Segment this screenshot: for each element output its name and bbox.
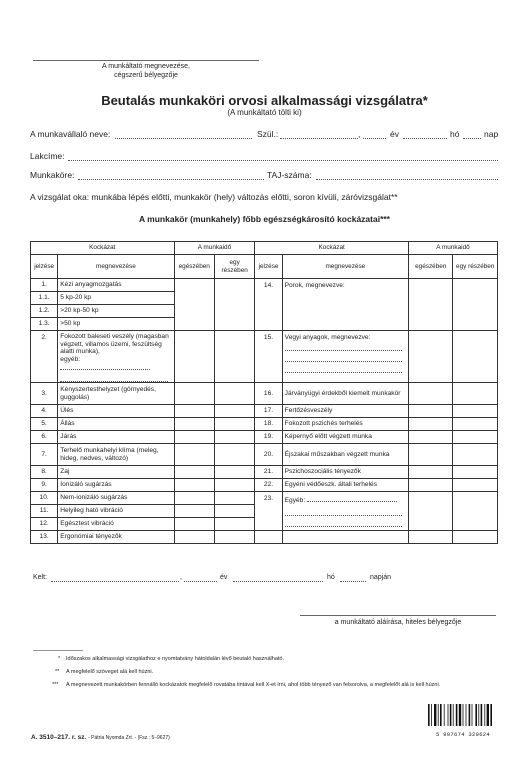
risk-13-whole-cell[interactable] xyxy=(174,531,214,544)
risk-23-whole-cell[interactable] xyxy=(409,492,453,531)
date-kelt-label: Kelt: xyxy=(33,574,48,581)
risk-7-whole-cell[interactable] xyxy=(174,444,214,466)
risk-name-2: Fokozott baleseti veszély (magasban végzett, villamos üzemi, feszültség alatti munka), xyxy=(60,333,169,356)
risk-code-20: 20. xyxy=(255,444,282,466)
risk-name-1: Kézi anyagmozgatás xyxy=(58,279,174,292)
risk-14-whole-cell[interactable] xyxy=(409,279,453,331)
risk-10-part-cell[interactable] xyxy=(214,492,254,505)
risk-1-whole-cell[interactable] xyxy=(174,279,214,331)
risk-name-23: Egyéb: xyxy=(284,497,306,504)
risk-5-whole-cell[interactable] xyxy=(174,418,214,431)
barcode-bar xyxy=(434,704,436,726)
risk-11-whole-cell[interactable] xyxy=(174,505,214,518)
barcode-number: 5 997674 320624 xyxy=(435,731,490,738)
employer-signature-line xyxy=(33,60,259,61)
risk-22-whole-cell[interactable] xyxy=(409,479,453,492)
risk-name-1-2: >20 kp-50 kp xyxy=(58,305,174,318)
header-code-right: jelzése xyxy=(255,255,282,279)
risk-code-19: 19. xyxy=(255,431,282,444)
date-year-label: év xyxy=(220,574,228,581)
date-day-field[interactable] xyxy=(340,581,366,582)
risk-name-7: Terhelő munkahelyi klíma (meleg, hideg, nedves, változó) xyxy=(58,444,174,466)
table-header-row-2 xyxy=(31,255,498,279)
risk-name-12: Egésztest vibráció xyxy=(58,518,174,531)
barcode-bar xyxy=(431,704,432,726)
risk-17-whole-cell[interactable] xyxy=(409,405,453,418)
section-title: A munkakör (munkahely) főbb egészségkárosító kockázatai*** xyxy=(139,214,390,224)
risk-name-6: Járás xyxy=(58,431,174,444)
risk-7-part-cell[interactable] xyxy=(214,444,254,466)
risk-20-part-cell[interactable] xyxy=(453,444,498,466)
table-row xyxy=(31,531,498,544)
risk-21-part-cell[interactable] xyxy=(453,466,498,479)
risk-18-part-cell[interactable] xyxy=(453,418,498,431)
risk-name-14: Porok, megnevezve: xyxy=(282,279,408,331)
risk-cell-2 xyxy=(58,331,174,383)
risk-19-whole-cell[interactable] xyxy=(409,431,453,444)
risk-code-1: 1. xyxy=(31,279,58,292)
header-name-right: megnevezése xyxy=(282,255,408,279)
risk-name-20: Éjszakai műszakban végzett munka xyxy=(282,444,408,466)
risk-code-6: 6. xyxy=(31,431,58,444)
risk-empty-part xyxy=(453,531,498,544)
table-row xyxy=(31,431,498,444)
table-row xyxy=(31,418,498,431)
risk-6-whole-cell[interactable] xyxy=(174,431,214,444)
table-row xyxy=(31,331,498,383)
birth-month-field[interactable] xyxy=(403,138,447,139)
risk-4-part-cell[interactable] xyxy=(214,405,254,418)
risk-11-part-cell[interactable] xyxy=(214,505,254,518)
footnote-2-mark: ** xyxy=(55,669,60,675)
risk-2-part-cell[interactable] xyxy=(214,331,254,383)
header-whole-left: egészében xyxy=(174,255,214,279)
risk-4-whole-cell[interactable] xyxy=(174,405,214,418)
risk-name-22: Egyéni védőeszk. általi terhelés xyxy=(282,479,408,492)
header-risk-right: Kockázat xyxy=(255,242,409,255)
signature-line[interactable] xyxy=(300,615,496,616)
taj-label: TAJ-száma: xyxy=(267,170,312,180)
risk-name-1-3: >50 kp xyxy=(58,318,174,331)
risk-15-field-2[interactable] xyxy=(285,355,402,362)
risk-code-8: 8. xyxy=(31,466,58,479)
barcode-bar xyxy=(450,704,452,726)
risk-3-whole-cell[interactable] xyxy=(174,383,214,405)
risk-name-18: Fokozott pszichés terhelés xyxy=(282,418,408,431)
risk-code-15: 15. xyxy=(255,331,282,383)
birth-comma: , xyxy=(358,129,361,139)
birth-place-field[interactable] xyxy=(280,138,358,139)
risk-code-5: 5. xyxy=(31,418,58,431)
barcode-bar xyxy=(428,704,430,726)
risk-20-whole-cell[interactable] xyxy=(409,444,453,466)
birth-day-field[interactable] xyxy=(463,138,481,139)
risk-code-3: 3. xyxy=(31,383,58,405)
barcode-bar xyxy=(484,704,485,726)
employer-caption xyxy=(33,62,259,80)
birth-month-label: hó xyxy=(450,129,460,139)
page-subtitle: (A munkáltató tölti ki) xyxy=(227,108,302,117)
job-label: Munkaköre: xyxy=(30,170,75,180)
employer-caption-line2: cégszerű bélyegzője xyxy=(114,72,178,80)
table-row xyxy=(31,492,498,505)
address-label: Lakcíme: xyxy=(30,151,65,161)
header-whole-right: egészében xyxy=(409,255,453,279)
header-part-left: egy részében xyxy=(214,255,254,279)
risk-name-19: Képernyő előtt végzett munka xyxy=(282,431,408,444)
barcode-bar xyxy=(440,704,442,726)
table-header-row-1 xyxy=(31,242,498,255)
risk-name-21: Pszichoszociális tényezők xyxy=(282,466,408,479)
table-row xyxy=(31,383,498,405)
risk-code-9: 9. xyxy=(31,479,58,492)
risk-18-whole-cell[interactable] xyxy=(409,418,453,431)
risk-21-whole-cell[interactable] xyxy=(409,466,453,479)
date-comma: , xyxy=(180,574,182,581)
risk-15-field-1[interactable] xyxy=(285,344,402,351)
date-year-field[interactable] xyxy=(184,581,217,582)
table-row xyxy=(31,405,498,418)
footnote-3: A megnevezett munkakörben fennálló kockázatok megfelelő rovatába tintával kell X-et írni, ahol több tényező van felsorolva, a megfelelőt alá is kell húzni. xyxy=(66,682,441,688)
risk-code-13: 13. xyxy=(31,531,58,544)
form-code-block xyxy=(31,734,170,741)
date-month-field[interactable] xyxy=(233,581,323,582)
job-field[interactable] xyxy=(78,179,264,180)
barcode-bar xyxy=(463,704,464,726)
date-place-field[interactable] xyxy=(51,581,179,582)
footnote-divider xyxy=(33,650,83,651)
barcode-bar xyxy=(444,704,445,726)
risk-8-part-cell[interactable] xyxy=(214,466,254,479)
risk-name-3: Kényszertesthelyzet (görnyedés, guggolás) xyxy=(58,383,174,405)
risk-empty-name xyxy=(282,531,408,544)
barcode-bar xyxy=(469,704,471,726)
publisher: - Pátria Nyomda Zrt. - (Fsz.: 5–9627) xyxy=(88,735,170,741)
exam-reason[interactable]: A vizsgálat oka: munkába lépés előtti, munkakör (hely) változás előtti, soron kívüli, záróvizsgálat** xyxy=(30,192,398,202)
risk-code-1-3: 1.3. xyxy=(31,318,58,331)
risk-other-2-field[interactable] xyxy=(60,363,150,370)
risk-14-part-cell[interactable] xyxy=(453,279,498,331)
table-row xyxy=(31,279,498,292)
risk-cell-15 xyxy=(282,331,408,383)
risk-code-1-1: 1.1. xyxy=(31,292,58,305)
risk-23-part-cell[interactable] xyxy=(453,492,498,531)
risk-code-2: 2. xyxy=(31,331,58,383)
page-title: Beutalás munkaköri orvosi alkalmassági vizsgálatra* xyxy=(101,93,428,108)
risk-name-1-1: 5 kp-20 kp xyxy=(58,292,174,305)
barcode-bar xyxy=(487,704,489,726)
barcode-bar xyxy=(456,704,458,726)
risk-23-field-2[interactable] xyxy=(285,509,402,516)
birth-year-label: év xyxy=(390,129,399,139)
barcode-bar xyxy=(438,704,439,726)
risk-code-17: 17. xyxy=(255,405,282,418)
barcode-bar xyxy=(481,704,483,726)
barcode-bar xyxy=(472,704,473,726)
footnote-1-mark: * xyxy=(58,656,61,662)
risk-name-5: Állás xyxy=(58,418,174,431)
risk-code-16: 16. xyxy=(255,383,282,405)
birth-day-label: nap xyxy=(484,129,499,139)
risk-empty-whole xyxy=(409,531,453,544)
risk-17-part-cell[interactable] xyxy=(453,405,498,418)
risk-other-2-label: egyéb: xyxy=(60,355,81,363)
risk-cell-23 xyxy=(282,492,408,531)
risk-code-22: 22. xyxy=(255,479,282,492)
taj-field[interactable] xyxy=(316,179,498,180)
risk-name-16: Járványügyi érdekből kiemelt munkakör xyxy=(282,383,408,405)
risk-empty-code xyxy=(255,531,282,544)
risk-name-4: Ülés xyxy=(58,405,174,418)
address-field[interactable] xyxy=(68,160,498,161)
barcode-bar xyxy=(490,704,492,726)
risk-23-field-1[interactable] xyxy=(307,495,397,502)
risk-15-whole-cell[interactable] xyxy=(409,331,453,383)
header-code-left: jelzése xyxy=(31,255,58,279)
form-code: A. 3510–217. r. sz. xyxy=(31,734,87,741)
barcode-bar xyxy=(475,704,477,726)
risk-6-part-cell[interactable] xyxy=(214,431,254,444)
risk-name-11: Helyileg ható vibráció xyxy=(58,505,174,518)
risk-code-1-2: 1.2. xyxy=(31,305,58,318)
risk-1-part-cell[interactable] xyxy=(214,279,254,331)
risk-9-whole-cell[interactable] xyxy=(174,479,214,492)
risk-15-part-cell[interactable] xyxy=(453,331,498,383)
risk-code-21: 21. xyxy=(255,466,282,479)
risk-10-whole-cell[interactable] xyxy=(174,492,214,505)
risk-19-part-cell[interactable] xyxy=(453,431,498,444)
risk-9-part-cell[interactable] xyxy=(214,479,254,492)
table-row xyxy=(31,466,498,479)
risk-code-4: 4. xyxy=(31,405,58,418)
footnote-2: A megfelelő szöveget alá kell húzni. xyxy=(66,669,154,675)
birth-label: Szül.: xyxy=(257,129,279,139)
risk-name-17: Fertőzésveszély xyxy=(282,405,408,418)
risk-name-10: Nem-ionizáló sugárzás xyxy=(58,492,174,505)
barcode-bar xyxy=(478,704,479,726)
risk-5-part-cell[interactable] xyxy=(214,418,254,431)
risk-code-14: 14. xyxy=(255,279,282,331)
risk-16-whole-cell[interactable] xyxy=(409,383,453,405)
signature-caption: a munkáltató aláírása, hiteles bélyegzője xyxy=(334,619,462,626)
employer-caption-line1: A munkáltató megnevezése, xyxy=(102,63,190,70)
header-part-right: egy részében xyxy=(453,255,498,279)
header-risk-left: Kockázat xyxy=(31,242,175,255)
barcode-bar xyxy=(466,704,467,726)
date-day-label: napján xyxy=(370,574,392,581)
header-name-left: megnevezése xyxy=(58,255,174,279)
risk-table xyxy=(30,241,498,544)
risk-23-field-3[interactable] xyxy=(285,520,402,527)
risk-12-whole-cell[interactable] xyxy=(174,518,214,531)
risk-name-9: Ionizáló sugárzás xyxy=(58,479,174,492)
risk-code-10: 10. xyxy=(31,492,58,505)
barcode-bars-icon xyxy=(427,704,499,726)
risk-15-field-3[interactable] xyxy=(285,366,402,373)
barcode-bar xyxy=(459,704,461,726)
risk-13-part-cell[interactable] xyxy=(214,531,254,544)
risk-16-part-cell[interactable] xyxy=(453,383,498,405)
footnote-1: Időszakos alkalmassági vizsgálathoz e nyomtatvány hátoldalán lévő beutaló használható. xyxy=(66,656,284,662)
header-worktime-left: A munkaidő xyxy=(174,242,255,255)
birth-year-field[interactable] xyxy=(363,138,386,139)
date-month-label: hó xyxy=(327,574,335,581)
footnote-3-mark: *** xyxy=(52,682,59,688)
risk-3-part-cell[interactable] xyxy=(214,383,254,405)
table-row xyxy=(31,444,498,466)
employee-name-field[interactable] xyxy=(115,138,252,139)
risk-code-18: 18. xyxy=(255,418,282,431)
risk-code-12: 12. xyxy=(31,518,58,531)
risk-code-11: 11. xyxy=(31,505,58,518)
risk-code-23: 23. xyxy=(255,492,282,531)
table-row xyxy=(31,479,498,492)
barcode xyxy=(427,704,499,738)
risk-12-part-cell[interactable] xyxy=(214,518,254,531)
header-worktime-right: A munkaidő xyxy=(409,242,498,255)
barcode-bar xyxy=(453,704,454,726)
barcode-bar xyxy=(448,704,449,726)
risk-other-2-field-2[interactable] xyxy=(60,375,167,382)
risk-name-13: Ergonómiai tényezők xyxy=(58,531,174,544)
risk-code-7: 7. xyxy=(31,444,58,466)
risk-name-15: Vegyi anyagok, megnevezve: xyxy=(284,334,371,341)
employee-name-label: A munkavállaló neve: xyxy=(30,129,111,139)
risk-8-whole-cell[interactable] xyxy=(174,466,214,479)
risk-2-whole-cell[interactable] xyxy=(174,331,214,383)
risk-22-part-cell[interactable] xyxy=(453,479,498,492)
risk-name-8: Zaj xyxy=(58,466,174,479)
